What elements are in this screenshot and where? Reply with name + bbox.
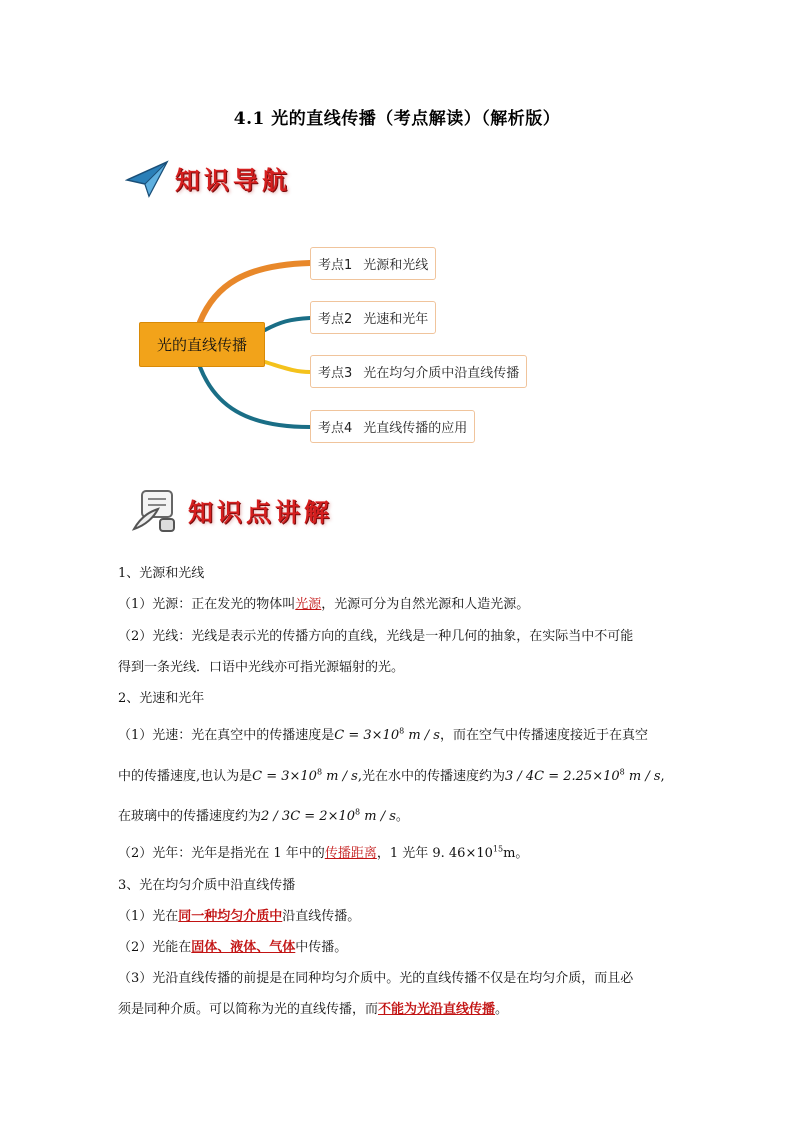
branch-label: 光在均匀介质中沿直线传播 (363, 366, 520, 381)
mindmap-branch-2 (310, 301, 436, 334)
branch-number: 考点1 (318, 258, 353, 273)
unit: m / s (360, 809, 396, 824)
keyword-highlight: 同一种均匀介质中 (178, 909, 283, 924)
keyword-highlight: 传播距离 (324, 846, 377, 861)
connector-2 (265, 318, 310, 330)
text: 在玻璃中的传播速度约为 (118, 809, 262, 824)
text: ，光源可分为自然光源和人造光源。 (321, 597, 530, 612)
s2-paragraph-1-line-3: 在玻璃中的传播速度约为$2 / 3C = 2\times 10^8$ m / s。 (118, 807, 409, 824)
branch-number: 考点2 (318, 312, 353, 327)
text: 。 (495, 1002, 509, 1017)
text: ，1 光年 9. 46×10 (376, 846, 493, 861)
text: （1）光在 (118, 909, 179, 924)
mindmap-branch-4 (310, 410, 475, 443)
scroll-quill-icon (128, 485, 180, 537)
mindmap-branch-1 (310, 247, 436, 280)
text: 须是同种介质。可以简称为光的直线传播，而 (118, 1002, 379, 1017)
banner-explain-title: 知识点讲解 (188, 498, 334, 527)
paper-plane-icon (125, 160, 169, 198)
s3-paragraph-3-line-2 (118, 998, 508, 1017)
section-1-heading: 1、光源和光线 (118, 566, 205, 581)
text: ,光在水中的传播速度约为 (357, 769, 505, 784)
s3-paragraph-2 (118, 936, 347, 955)
s3-paragraph-1 (118, 905, 360, 924)
text: ，而在空气中传播速度接近于在真空 (439, 728, 648, 743)
mindmap-center-node: 光的直线传播 (139, 322, 265, 367)
unit: m / s (624, 769, 661, 784)
banner-nav-title: 知识导航 (175, 166, 292, 195)
exponent: 8 (399, 726, 405, 736)
branch-label: 光直线传播的应用 (363, 421, 468, 436)
text: （1）光速：光在真空中的传播速度是 (118, 728, 335, 743)
s2-paragraph-1-line-1 (118, 724, 648, 743)
formula: C = 3×10 (334, 728, 400, 743)
exponent: 15 (492, 844, 504, 854)
text: （2）光能在 (118, 940, 192, 955)
branch-number: 考点3 (318, 366, 353, 381)
s1-paragraph-1 (118, 593, 529, 612)
unit: m / s (404, 728, 440, 743)
text: 中传播。 (295, 940, 348, 955)
keyword-highlight: 光源 (295, 597, 322, 612)
text: （1）光源：正在发光的物体叫 (118, 597, 296, 612)
s1-paragraph-2-line-1: （2）光线：光线是表示光的传播方向的直线，光线是一种几何的抽象，在实际当中不可能 (118, 629, 634, 644)
keyword-highlight: 不能为光沿直线传播 (378, 1002, 496, 1017)
unit: m / s (322, 769, 358, 784)
s2-paragraph-2 (118, 842, 528, 861)
knowledge-nav-banner (125, 160, 291, 198)
mindmap-branch-3 (310, 355, 527, 388)
exponent: 8 (355, 807, 361, 817)
exponent: 8 (316, 767, 323, 777)
formula: 3 / 4C = 2.25×10 (504, 769, 620, 784)
knowledge-explain-banner (128, 485, 333, 537)
s2-paragraph-1-line-2: 中的传播速度,也认为是$C = 3\times 10^8$ m / s,光在水中的传播速度约为$3 / 4C = 2.25\times 10^8$ m / s, (118, 767, 665, 784)
branch-number: 考点4 (318, 421, 353, 436)
unit: m。 (503, 846, 529, 861)
page-title: 4.1 光的直线传播（考点解读）（解析版） (233, 109, 561, 129)
s3-paragraph-3-line-1: （3）光沿直线传播的前提是在同种均匀介质中。光的直线传播不仅是在均匀介质，而且必 (118, 971, 634, 986)
connector-4 (200, 367, 310, 427)
section-3-heading: 3、光在均匀介质中沿直线传播 (118, 878, 296, 893)
connector-3 (265, 362, 310, 372)
formula: C = 3×10 (252, 769, 317, 784)
connector-1 (200, 263, 310, 322)
formula: 2 / 3C = 2×10 (261, 809, 356, 824)
s1-paragraph-2-line-2: 得到一条光线．口语中光线亦可指光源辐射的光。 (118, 660, 405, 675)
keyword-highlight: 固体、液体、气体 (191, 940, 296, 955)
exponent: 8 (619, 767, 625, 777)
text: （2）光年：光年是指光在 1 年中的 (118, 846, 325, 861)
text: 沿直线传播。 (282, 909, 361, 924)
branch-label: 光源和光线 (363, 258, 429, 273)
branch-label: 光速和光年 (363, 312, 429, 327)
text: 中的传播速度,也认为是 (118, 769, 253, 784)
section-2-heading: 2、光速和光年 (118, 691, 205, 706)
